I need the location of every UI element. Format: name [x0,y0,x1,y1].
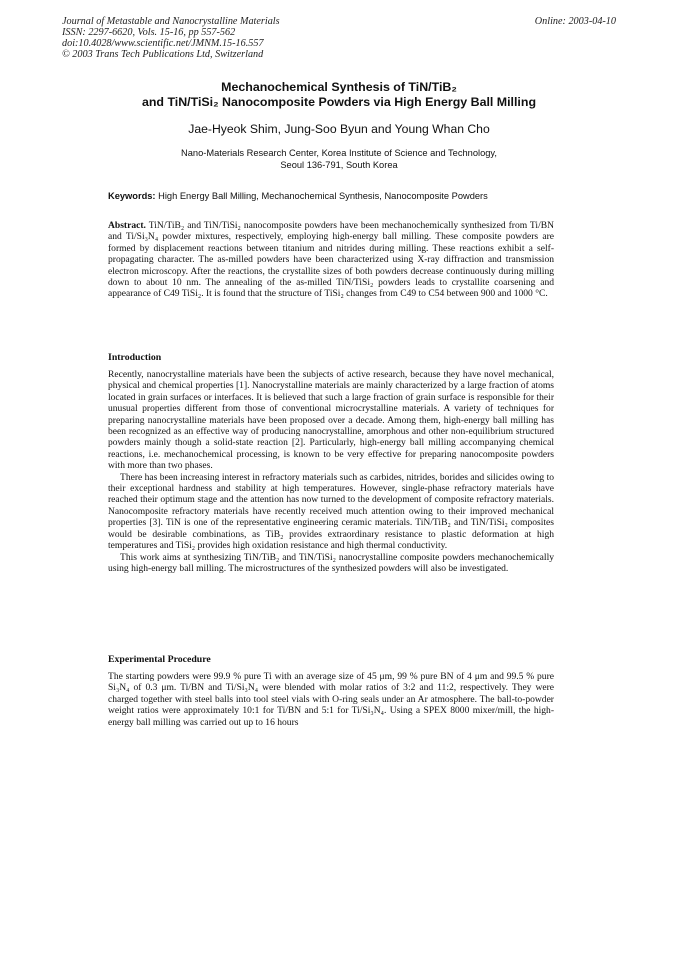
affiliation-line-1: Nano-Materials Research Center, Korea Institute of Science and Technology, [181,148,497,158]
keywords-label: Keywords: [108,191,156,201]
abstract-text: TiN/TiB₂ and TiN/TiSi₂ nanocomposite powders have been mechanochemically synthesized from Ti/BN and Ti/Si₃N₄ powder mixtures, respectively, employing high-energy ball milling. These composite powders are formed by displacement reactions between titanium and nitrides during milling. These reactions exhibit a self-propagating character. The as-milled powders have been characterized using X-ray diffraction and transmission electron microscopy. After the reactions, the crystallite sizes of both powders decrease continuously during milling down to about 10 nm. The annealing of the as-milled TiN/TiSi₂ powders leads to crystallite coarsening and appearance of C49 TiSi₂. It is found that the structure of TiSi₂ changes from C49 to C54 between 900 and 1000 °C. [108,220,554,300]
experimental-paragraph-1: The starting powders were 99.9 % pure Ti with an average size of 45 μm, 99 % pure BN of 4 μm and 99.5 % pure Si₃N₄ of 0.3 μm. Ti/BN and Ti/Si₃N₄ were blended with molar ratios of 3:2 and 11:2, respectively. They were charged together with steel balls into tool steel vials with O-ring seals under an Ar atmosphere. The ball-to-powder weight ratios were approximately 10:1 for Ti/BN and 5:1 for Ti/Si₃N₄. Using a SPEX 8000 mixer/mill, the high-energy ball milling was carried out up to 16 hours [108,671,554,728]
paper-title-line-2: and TiN/TiSi₂ Nanocomposite Powders via High Energy Ball Milling [141,95,537,109]
online-date: Online: 2003-04-10 [534,16,616,27]
authors: Jae-Hyeok Shim, Jung-Soo Byun and Young Whan Cho [188,122,490,136]
journal-name: Journal of Metastable and Nanocrystalline Materials [62,16,280,27]
keywords-text: High Energy Ball Milling, Mechanochemical Synthesis, Nanocomposite Powders [158,191,488,201]
journal-citation [62,16,280,60]
keywords [108,191,568,201]
journal-issn: ISSN: 2297-6620, Vols. 15-16, pp 557-562 [62,27,236,38]
experimental-body [108,671,554,728]
introduction-body [108,369,554,574]
abstract [108,220,554,300]
introduction-paragraph-1: Recently, nanocrystalline materials have been the subjects of active research, because they have novel mechanical, physical and chemical properties [1]. Nanocrystalline materials are mainly characterized by a large fraction of atoms located in grain surfaces or interfaces. It is believed that such a large fraction of grain surface is responsible for their unusual properties different from those of conventional microcrystalline materials. A variety of techniques for preparing nanocrystalline materials have been proposed over a decade. Among them, high-energy ball milling has been recognized as an effective way of producing nanocrystalline, amorphous and other non-equilibrium structured powders mainly though a solid-state reaction [2]. Particularly, high-energy ball milling accompanying chemical reactions, i.e. mechanochemical processing, is known to be very effective for preparing nanocomposite powders with more than two phases. [108,369,554,472]
paper-title [62,80,616,110]
introduction-paragraph-3: This work aims at synthesizing TiN/TiB₂ and TiN/TiSi₂ nanocrystalline composite powders mechanochemically using high-energy ball milling. The microstructures of the synthesized powders will also be investigated. [108,551,554,574]
journal-copyright: © 2003 Trans Tech Publications Ltd, Switzerland [62,49,264,60]
experimental-heading: Experimental Procedure [108,654,211,665]
affiliation [62,148,616,171]
journal-doi: doi:10.4028/www.scientific.net/JMNM.15-16.557 [62,38,264,49]
abstract-label: Abstract. [108,220,146,231]
affiliation-line-2: Seoul 136-791, South Korea [280,159,398,170]
introduction-heading: Introduction [108,352,162,363]
paper-title-line-1: Mechanochemical Synthesis of TiN/TiB₂ [221,80,457,94]
introduction-paragraph-2: There has been increasing interest in refractory materials such as carbides, nitrides, borides and silicides owing to their exceptional hardness and stability at high temperatures. However, single-phase refractory materials have reached their optimum stage and the attention has now turned to the development of composite refractory materials. Nanocomposite refractory materials have recently received much attention owing to their improved mechanical properties [3]. TiN is one of the representative engineering ceramic materials. TiN/TiB₂ and TiN/TiSi₂ composites would be desirable combinations, as TiB₂ provides extraordinary resistance to plastic deformation at high temperatures and TiSi₂ provides high oxidation resistance and high thermal conductivity. [108,471,554,552]
